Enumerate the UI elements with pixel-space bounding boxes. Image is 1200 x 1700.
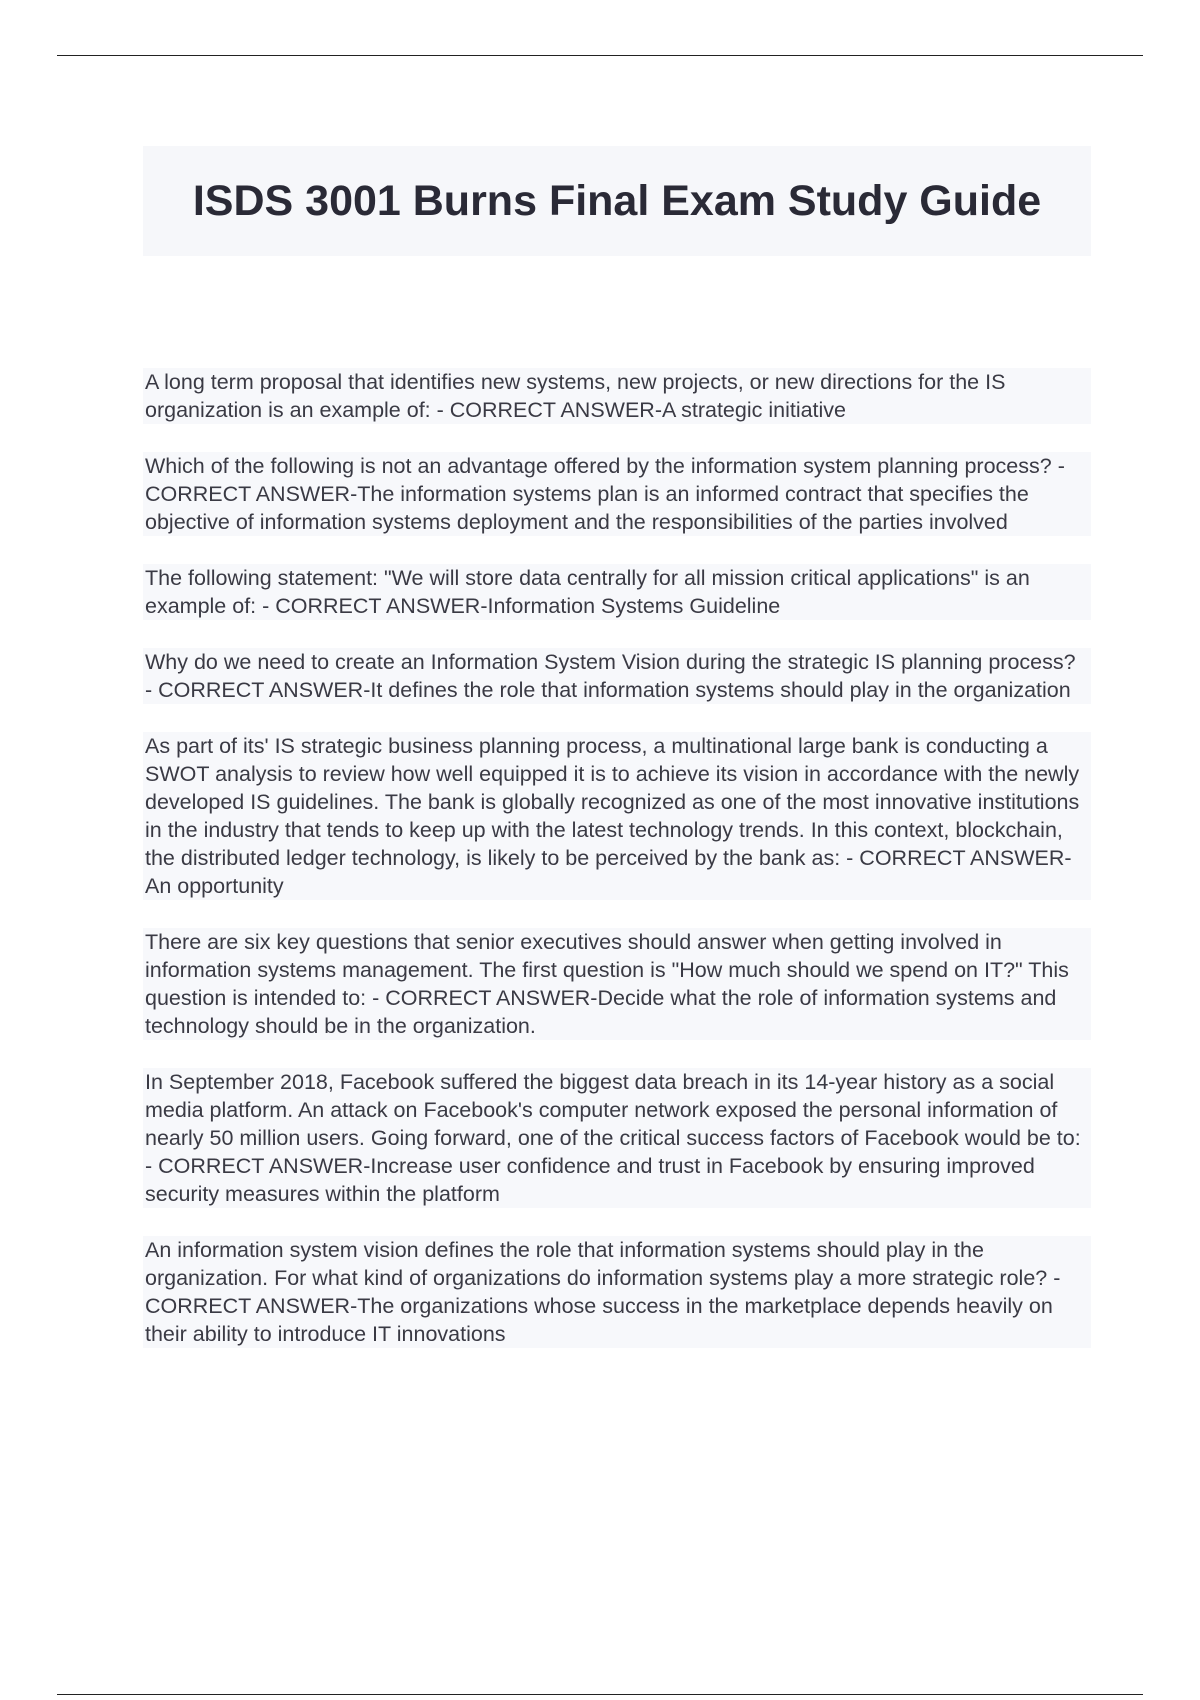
title-banner: [143, 146, 1091, 256]
question-list: [143, 368, 1091, 1376]
qa-item-4: Why do we need to create an Information System Vision during the strategic IS planning process? - CORRECT ANSWER-It defines the role that information systems should play in the organization: [143, 648, 1091, 704]
qa-item-1: A long term proposal that identifies new systems, new projects, or new directions for the IS organization is an example of: - CORRECT ANSWER-A strategic initiative: [143, 368, 1091, 424]
top-rule: [57, 55, 1143, 56]
bottom-rule: [57, 1694, 1143, 1695]
qa-item-3: The following statement: "We will store data centrally for all mission critical applications" is an example of: - CORRECT ANSWER-Information Systems Guideline: [143, 564, 1091, 620]
qa-item-2: Which of the following is not an advantage offered by the information system planning process? - CORRECT ANSWER-The information systems plan is an informed contract that specifies the objective of information systems deployment and the responsibilities of the parties involved: [143, 452, 1091, 536]
qa-item-8: An information system vision defines the role that information systems should play in the organization. For what kind of organizations do information systems play a more strategic role? - CORRECT ANSWER-The organizations whose success in the marketplace depends heavily on their ability to introduce IT innovations: [143, 1236, 1091, 1348]
qa-item-5: As part of its' IS strategic business planning process, a multinational large bank is conducting a SWOT analysis to review how well equipped it is to achieve its vision in accordance with the newly developed IS guidelines. The bank is globally recognized as one of the most innovative institutions in the industry that tends to keep up with the latest technology trends. In this context, blockchain, the distributed ledger technology, is likely to be perceived by the bank as: - CORRECT ANSWER-An opportunity: [143, 732, 1091, 900]
qa-item-7: In September 2018, Facebook suffered the biggest data breach in its 14-year history as a social media platform. An attack on Facebook's computer network exposed the personal information of nearly 50 million users. Going forward, one of the critical success factors of Facebook would be to: - CORRECT ANSWER-Increase user confidence and trust in Facebook by ensuring improved security measures within the platform: [143, 1068, 1091, 1208]
page-title: ISDS 3001 Burns Final Exam Study Guide: [192, 177, 1042, 225]
qa-item-6: There are six key questions that senior executives should answer when getting involved in information systems management. The first question is "How much should we spend on IT?" This question is intended to: - CORRECT ANSWER-Decide what the role of information systems and technology should be in the organization.: [143, 928, 1091, 1040]
